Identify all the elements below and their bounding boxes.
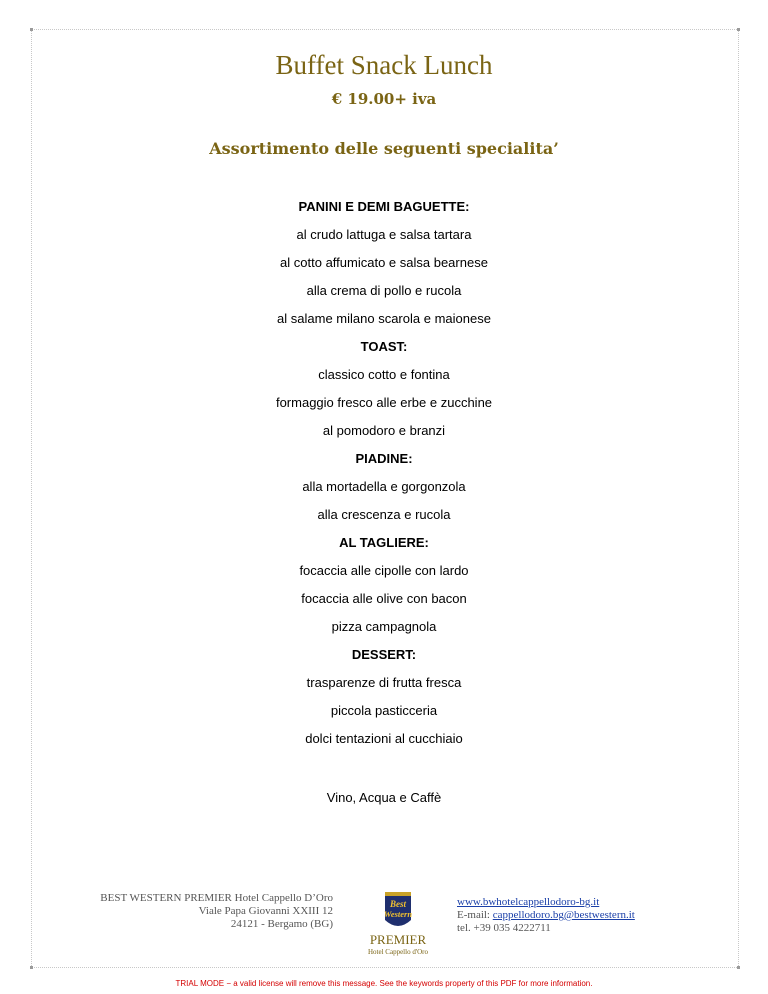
menu-section-heading: PANINI E DEMI BAGUETTE: <box>298 199 470 214</box>
menu-item: pizza campagnola <box>331 619 437 634</box>
menu-item: focaccia alle olive con bacon <box>301 591 467 606</box>
menu-section-heading: DESSERT: <box>351 647 417 662</box>
page-title: Buffet Snack Lunch <box>275 50 493 80</box>
menu-section-heading: AL TAGLIERE: <box>339 535 429 550</box>
menu-section-heading: PIADINE: <box>355 451 413 466</box>
subtitle: Assortimento delle seguenti specialita’ <box>209 139 559 158</box>
corner-mark <box>30 966 33 969</box>
menu-item: alla crescenza e rucola <box>317 507 451 522</box>
menu-item: al crudo lattuga e salsa tartara <box>296 227 472 242</box>
menu-item: alla mortadella e gorgonzola <box>302 479 466 494</box>
menu-item: dolci tentazioni al cucchiaio <box>305 731 463 746</box>
menu-item: alla crema di pollo e rucola <box>306 283 462 298</box>
logo-text-western: Western <box>383 909 413 919</box>
menu-section-heading: TOAST: <box>360 339 408 354</box>
menu-item: al pomodoro e branzi <box>322 423 446 438</box>
email-link[interactable]: cappellodoro.bg@bestwestern.it <box>492 909 635 921</box>
menu-item: focaccia alle cipolle con lardo <box>299 563 469 578</box>
menu-item: formaggio fresco alle erbe e zucchine <box>275 395 493 410</box>
hotel-address <box>100 892 333 931</box>
email-label: E-mail: <box>457 909 493 921</box>
menu-item: al salame milano scarola e maionese <box>277 311 491 326</box>
logo-crown-band <box>385 892 411 896</box>
menu-list <box>0 193 768 753</box>
hotel-contact <box>457 896 635 935</box>
phone-number: tel. +39 035 4222711 <box>457 922 551 934</box>
trial-mode-notice: TRIAL MODE − a valid license will remove this message. See the keywords property of this PDF for more information. <box>175 979 593 988</box>
menu-item: al cotto affumicato e salsa bearnese <box>280 255 488 270</box>
corner-mark <box>737 966 740 969</box>
corner-mark <box>737 28 740 31</box>
menu-item: classico cotto e fontina <box>318 367 450 382</box>
website-link[interactable]: www.bwhotelcappellodoro-bg.it <box>457 896 600 908</box>
beverages-line: Vino, Acqua e Caffè <box>326 790 442 805</box>
best-western-premier-logo <box>358 890 438 958</box>
address-line: Viale Papa Giovanni XXIII 12 <box>198 905 333 917</box>
logo-text-best: Best <box>389 899 407 909</box>
logo-text-premier: PREMIER <box>369 932 427 947</box>
address-line: BEST WESTERN PREMIER Hotel Cappello D’Oro <box>100 892 333 904</box>
logo-text-hotel: Hotel Cappello d'Oro <box>368 948 428 956</box>
corner-mark <box>30 28 33 31</box>
menu-item: trasparenze di frutta fresca <box>306 675 462 690</box>
address-line: 24121 - Bergamo (BG) <box>230 918 333 930</box>
price-label: € 19.00+ iva <box>331 90 437 108</box>
menu-item: piccola pasticceria <box>330 703 438 718</box>
